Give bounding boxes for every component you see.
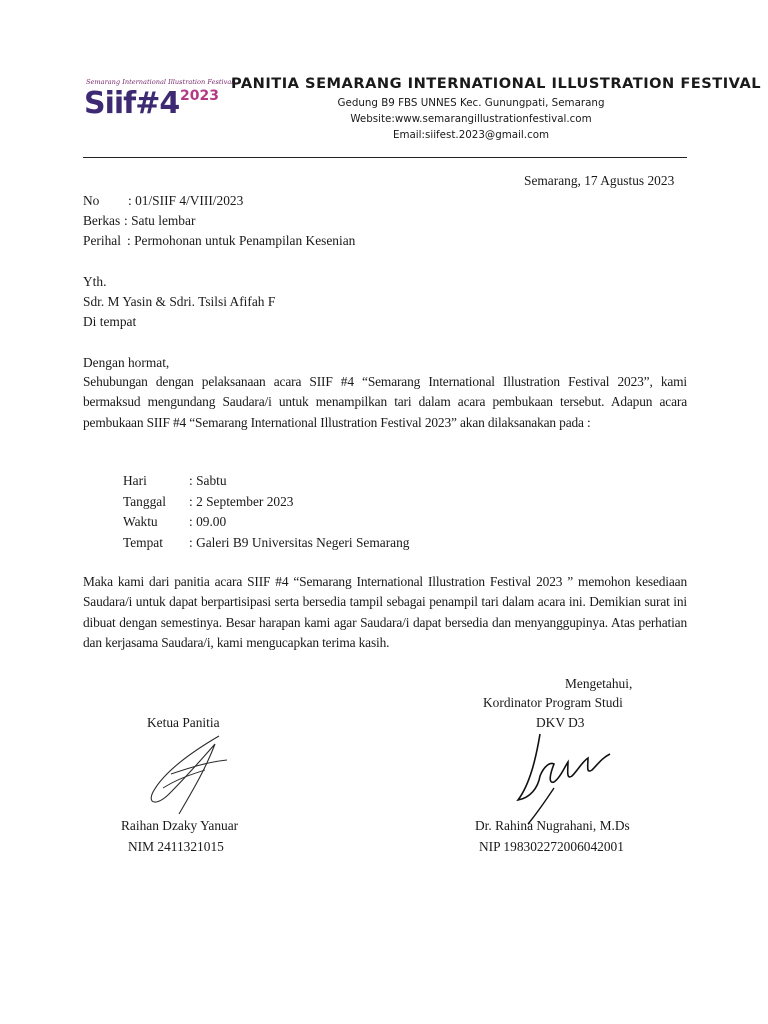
right-signer-unit: DKV D3 bbox=[536, 715, 585, 730]
logo-tagline: Semarang International Illustration Festival bbox=[86, 78, 234, 86]
logo-year: 2023 bbox=[180, 88, 219, 104]
no-label: No bbox=[83, 193, 100, 208]
recipient-yth: Yth. bbox=[83, 274, 107, 289]
left-signer-name: Raihan Dzaky Yanuar bbox=[121, 818, 239, 833]
no-value: : 01/SIIF 4/VIII/2023 bbox=[128, 193, 244, 208]
letter-date: Semarang, 17 Agustus 2023 bbox=[524, 173, 675, 188]
organization-website: Website:www.semarangillustrationfestival.com bbox=[350, 113, 592, 125]
recipient-place: Di tempat bbox=[83, 314, 137, 329]
letterhead-divider bbox=[83, 157, 687, 158]
festival-logo bbox=[84, 78, 234, 136]
right-signer-id: NIP 198302272006042001 bbox=[479, 839, 624, 854]
event-value-time: : 09.00 bbox=[189, 514, 227, 529]
berkas-label: Berkas bbox=[83, 213, 121, 228]
organization-email: Email:siifest.2023@gmail.com bbox=[392, 129, 550, 141]
right-signer-name: Dr. Rahina Nugrahani, M.Ds bbox=[475, 818, 630, 833]
left-signer-role: Ketua Panitia bbox=[147, 715, 220, 730]
left-signer-id: NIM 2411321015 bbox=[128, 839, 224, 854]
event-label-venue: Tempat bbox=[123, 535, 163, 550]
right-signer-role: Kordinator Program Studi bbox=[483, 695, 623, 710]
event-label-date: Tanggal bbox=[123, 494, 166, 509]
greeting: Dengan hormat, bbox=[83, 355, 170, 370]
organization-name: PANITIA SEMARANG INTERNATIONAL ILLUSTRATION FESTIVAL bbox=[231, 75, 762, 92]
left-signature-icon bbox=[135, 730, 235, 820]
right-signature-icon bbox=[510, 728, 620, 828]
body-paragraph-1: Sehubungan dengan pelaksanaan acara SIIF #4 “Semarang International Illustration Festival 2023”, kami bermaksud mengundang Saudara/i untuk menampilkan tari dalam acara pembukaan tersebut. Adapun acara pembukaan SIIF #4 “Semarang International Illustration Festival 2023” akan dilaksanakan pada : bbox=[83, 374, 687, 430]
recipient-names: Sdr. M Yasin & Sdri. Tsilsi Afifah F bbox=[83, 294, 276, 309]
perihal-value: : Permohonan untuk Penampilan Kesenian bbox=[127, 233, 356, 248]
event-value-date: : 2 September 2023 bbox=[189, 494, 294, 509]
berkas-value: : Satu lembar bbox=[124, 213, 196, 228]
event-label-day: Hari bbox=[123, 473, 147, 488]
event-value-venue: : Galeri B9 Universitas Negeri Semarang bbox=[189, 535, 410, 550]
event-label-time: Waktu bbox=[123, 514, 158, 529]
perihal-label: Perihal bbox=[83, 233, 121, 248]
logo-mark: Siif#4 bbox=[84, 86, 180, 121]
body-paragraph-2: Maka kami dari panitia acara SIIF #4 “Semarang International Illustration Festival 2023 ” memohon kesediaan Saudara/i untuk dapat berpartisipasi serta bersedia tampil sebagai penampil tari dalam acara ini. Demikian surat ini dibuat dengan semestinya. Besar harapan kami agar Saudara/i dapat bersedia dan menyanggupinya. Atas perhatian dan kerjasama Saudara/i, kami mengucapkan terima kasih. bbox=[83, 574, 687, 650]
organization-address: Gedung B9 FBS UNNES Kec. Gunungpati, Semarang bbox=[337, 97, 605, 109]
event-value-day: : Sabtu bbox=[189, 473, 227, 488]
right-known-label: Mengetahui, bbox=[565, 676, 633, 691]
